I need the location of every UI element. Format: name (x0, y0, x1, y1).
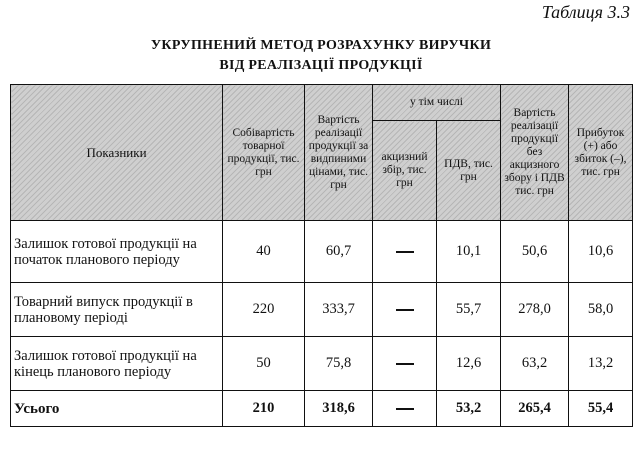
table-row (11, 337, 633, 391)
table-title-line-1: УКРУПНЕНИЙ МЕТОД РОЗРАХУНКУ ВИРУЧКИ (150, 38, 492, 53)
header-value-net: Вартість реалізації продукції без акцизного збору і ПДВ тис. грн (501, 85, 569, 221)
table-row (11, 221, 633, 283)
header-vat: ПДВ, тис. грн (437, 121, 501, 221)
total-cost: 210 (223, 391, 305, 427)
table-label: Таблиця 3.3 (541, 2, 630, 22)
total-net: 265,4 (501, 391, 569, 427)
header-excise: акцизний збір, тис. грн (373, 121, 437, 221)
total-profit: 55,4 (569, 391, 633, 427)
cell-profit: 10,6 (569, 221, 633, 283)
cell-profit: 13,2 (569, 337, 633, 391)
cell-excise (373, 283, 437, 337)
total-value: 318,6 (305, 391, 373, 427)
cell-vat: 10,1 (437, 221, 501, 283)
cell-cost: 40 (223, 221, 305, 283)
header-cost: Собівартість товарної продукції, тис. грн (223, 85, 305, 221)
cell-value: 60,7 (305, 221, 373, 283)
total-excise (373, 391, 437, 427)
cell-cost: 220 (223, 283, 305, 337)
dash-mark (396, 363, 414, 365)
table-total-row (11, 391, 633, 427)
header-including: у тім числі (373, 85, 501, 121)
revenue-table (10, 84, 633, 427)
cell-vat: 12,6 (437, 337, 501, 391)
dash-mark (396, 309, 414, 311)
header-indicators: Показники (11, 85, 223, 221)
cell-net: 63,2 (501, 337, 569, 391)
table-row (11, 283, 633, 337)
table-title-line-2: ВІД РЕАЛІЗАЦІЇ ПРОДУКЦІЇ (219, 58, 423, 73)
total-vat: 53,2 (437, 391, 501, 427)
row-name: Товарний випуск продукції в плановому періоді (11, 283, 223, 337)
total-name: Усього (11, 391, 223, 427)
header-profit: Прибуток (+) або збиток (–), тис. грн (569, 85, 633, 221)
cell-net: 278,0 (501, 283, 569, 337)
cell-excise (373, 337, 437, 391)
cell-profit: 58,0 (569, 283, 633, 337)
header-value-wholesale: Вартість реалізації продукції за видпиними цінами, тис. грн (305, 85, 373, 221)
row-name: Залишок готової продукції на початок планового періоду (11, 221, 223, 283)
cell-value: 75,8 (305, 337, 373, 391)
cell-vat: 55,7 (437, 283, 501, 337)
row-name: Залишок готової продукції на кінець планового періоду (11, 337, 223, 391)
cell-net: 50,6 (501, 221, 569, 283)
cell-excise (373, 221, 437, 283)
cell-cost: 50 (223, 337, 305, 391)
dash-mark (396, 408, 414, 410)
dash-mark (396, 251, 414, 253)
cell-value: 333,7 (305, 283, 373, 337)
